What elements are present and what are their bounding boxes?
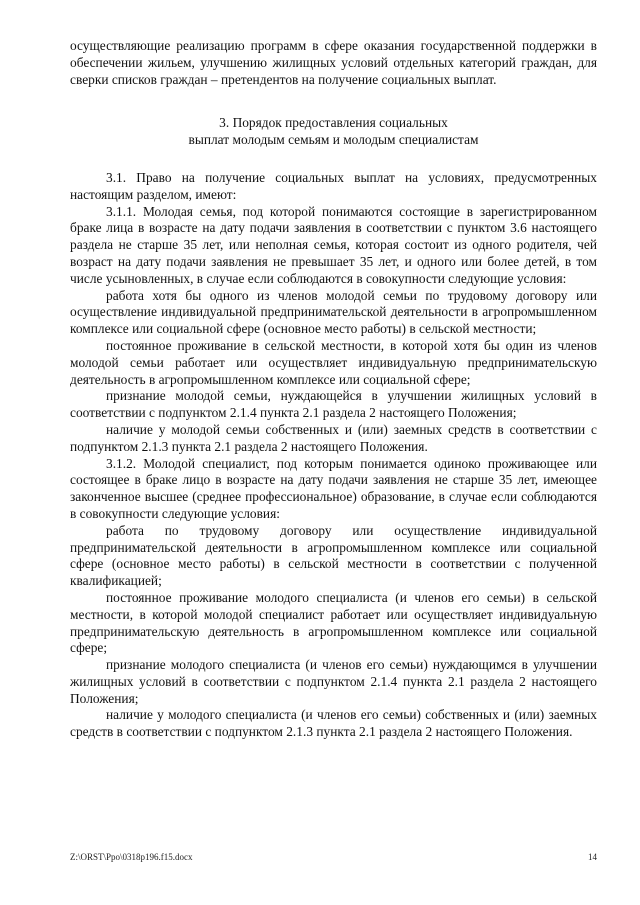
page-number: 14 [588,852,597,862]
intro-paragraph: осуществляющие реализацию программ в сфере оказания государственной поддержки в обеспечении жильем, улучшению жилищных условий отдельных категорий граждан, для сверки списков граждан – претендентов на получение социальных выплат. [70,38,597,87]
condition-paragraph: признание молодого специалиста (и членов его семьи) нуждающимся в улучшении жилищных условий в соответствии с подпунктом 2.1.4 пункта 2.1 раздела 2 настоящего Положения; [70,657,597,706]
condition-paragraph: постоянное проживание молодого специалиста (и членов его семьи) в сельской местности, в которой молодой специалист работает или осуществляет индивидуальную предпринимательскую деятельность в агропромышленном комплексе или социальной сфере; [70,589,597,656]
paragraph-3-1-1: 3.1.1. Молодая семья, под которой понимаются состоящие в зарегистрированном браке лица в возрасте на дату подачи заявления в соответствии с пунктом 3.6 настоящего раздела не старше 35 лет, или неполная семья, которая состоит из одного родителя, чей возраст на дату подачи заявления не превышает 35 лет, и одного или более детей, в том числе усыновленных, в случае если соблюдаются в совокупности следующие условия: [70,203,597,286]
condition-paragraph: наличие у молодого специалиста (и членов его семьи) собственных и (или) заемных средств в соответствии с подпунктом 2.1.3 пункта 2.1 раздела 2 настоящего Положения. [70,707,597,740]
condition-paragraph: работа хотя бы одного из членов молодой семьи по трудовому договору или осуществление индивидуальной предпринимательской деятельности в агропромышленном комплексе или социальной сфере (основное место работы) в сельской местности; [70,287,597,337]
condition-paragraph: наличие у молодой семьи собственных и (или) заемных средств в соответствии с подпунктом 2.1.3 пункта 2.1 раздела 2 настоящего Положения. [70,421,597,454]
condition-paragraph: постоянное проживание в сельской местности, в которой хотя бы один из членов молодой семьи работает или осуществляет индивидуальную предпринимательскую деятельность в агропромышленном комплексе или социальной сфере; [70,337,597,387]
file-path: Z:\ORST\Ppo\0318p196.f15.docx [70,852,193,862]
paragraph-3-1-2: 3.1.2. Молодой специалист, под которым понимается одиноко проживающее или состоящее в браке лицо в возрасте на дату подачи заявления не старше 35 лет, имеющее законченное высшее (среднее профессиональное) образование, в случае если соблюдаются в совокупности следующие условия: [70,455,597,521]
section-title-line-2: выплат молодым семьям и молодым специалистам [188,132,479,148]
condition-paragraph: признание молодой семьи, нуждающейся в улучшении жилищных условий в соответствии с подпунктом 2.1.4 пункта 2.1 раздела 2 настоящего Положения; [70,388,597,421]
document-page [70,38,597,741]
spacer [70,149,597,170]
condition-paragraph: работа по трудовому договору или осуществление индивидуальной предпринимательской деятельности в агропромышленном комплексе или социальной сфере (основное место работы) в сельской местности в соответствии с полученной квалификацией; [70,522,597,589]
spacer [70,88,597,115]
page-footer [70,852,597,862]
section-title-line-1: 3. Порядок предоставления социальных [219,115,448,131]
paragraph-3-1: 3.1. Право на получение социальных выплат на условиях, предусмотренных настоящим разделом, имеют: [70,169,597,202]
